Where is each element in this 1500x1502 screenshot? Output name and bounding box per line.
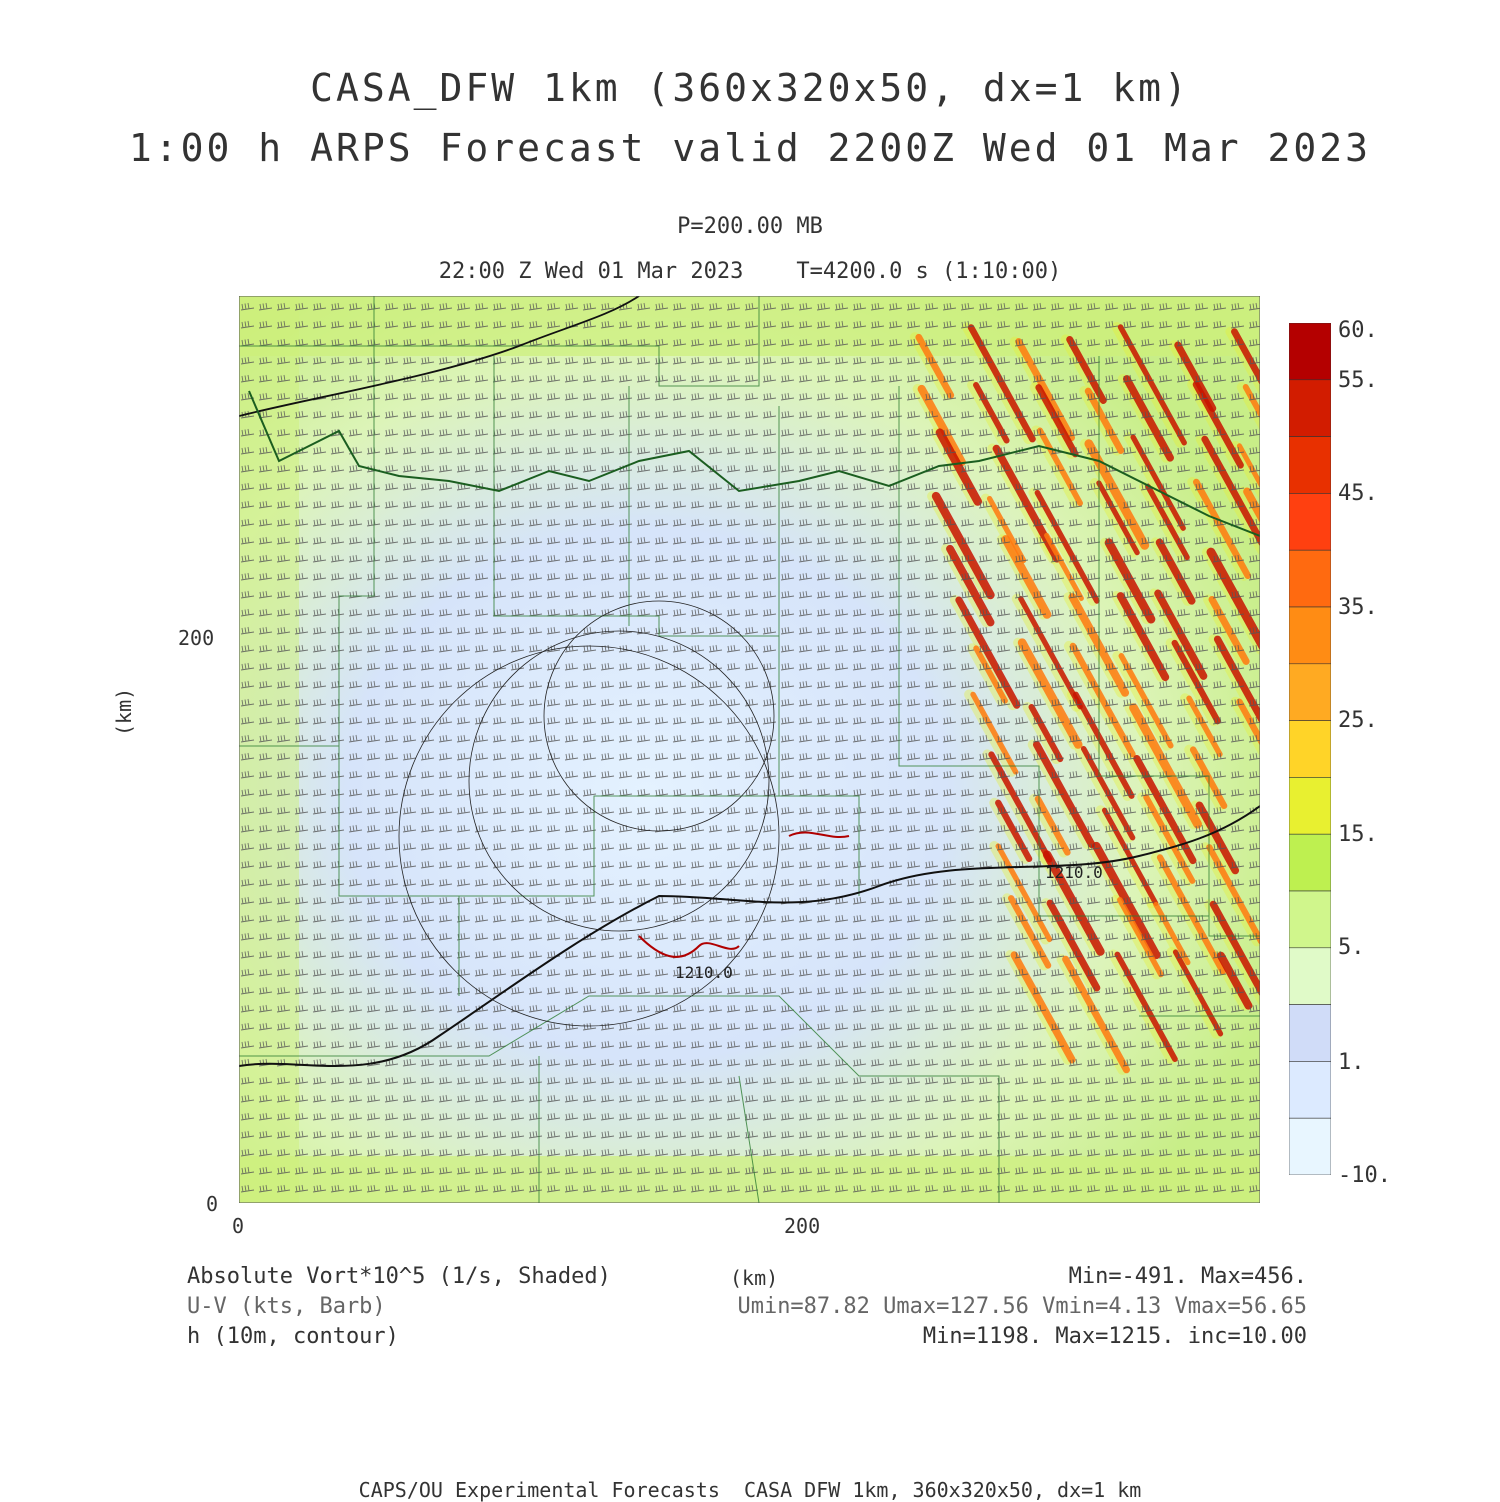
colorbar-swatch	[1289, 607, 1331, 664]
colorbar-swatch	[1289, 380, 1331, 437]
colorbar-swatch	[1289, 493, 1331, 550]
colorbar-label-60: 60.	[1338, 318, 1378, 343]
colorbar-swatch	[1289, 1061, 1331, 1118]
legend-barb-field: U-V (kts, Barb)	[187, 1294, 386, 1319]
x-axis-label: (km)	[730, 1266, 779, 1290]
colorbar-swatch	[1289, 323, 1331, 380]
contour-label-east: 1210.0	[1045, 863, 1103, 882]
colorbar-label-45: 45.	[1338, 481, 1378, 506]
pressure-level: P=200.00 MB	[677, 214, 823, 239]
colorbar-label-35: 35.	[1338, 595, 1378, 620]
legend-shaded-field: Absolute Vort*10^5 (1/s, Shaded)	[187, 1264, 611, 1289]
y-tick-200: 200	[178, 626, 215, 650]
colorbar-swatch	[1289, 1118, 1331, 1175]
y-tick-0: 0	[206, 1192, 219, 1216]
colorbar-swatch	[1289, 777, 1331, 834]
colorbar-swatch	[1289, 721, 1331, 778]
colorbar-swatch	[1289, 550, 1331, 607]
plot-title-line2: 1:00 h ARPS Forecast valid 2200Z Wed 01 Mar 2023	[128, 126, 1372, 170]
plot-title-line1: CASA_DFW 1km (360x320x50, dx=1 km)	[310, 66, 1190, 110]
stats-shaded: Min=-491. Max=456.	[1068, 1264, 1307, 1289]
vorticity-map	[239, 296, 1260, 1203]
wind-barbs	[239, 296, 1260, 1203]
colorbar-label-15: 15.	[1338, 822, 1378, 847]
stats-contour: Min=1198. Max=1215. inc=10.00	[922, 1324, 1307, 1349]
valid-time: 22:00 Z Wed 01 Mar 2023 T=4200.0 s (1:10:00)	[438, 259, 1062, 284]
x-tick-200: 200	[784, 1214, 821, 1238]
colorbar-swatch	[1289, 834, 1331, 891]
footer-credit: CAPS/OU Experimental Forecasts CASA DFW 1km, 360x320x50, dx=1 km	[358, 1478, 1142, 1502]
y-axis-label: (km)	[112, 687, 136, 736]
colorbar-label-1: 1.	[1338, 1050, 1365, 1075]
colorbar	[1289, 323, 1331, 1175]
colorbar-swatch	[1289, 437, 1331, 494]
colorbar-swatch	[1289, 1005, 1331, 1062]
stats-barb: Umin=87.82 Umax=127.56 Vmin=4.13 Vmax=56.65	[737, 1294, 1307, 1319]
x-tick-0: 0	[232, 1214, 245, 1238]
colorbar-swatch	[1289, 664, 1331, 721]
colorbar-label-25: 25.	[1338, 708, 1378, 733]
colorbar-swatch	[1289, 891, 1331, 948]
colorbar-label-55: 55.	[1338, 368, 1378, 393]
contour-label-center: 1210.0	[675, 963, 733, 982]
legend-contour-field: h (10m, contour)	[187, 1324, 399, 1349]
colorbar-swatch	[1289, 948, 1331, 1005]
colorbar-label-5: 5.	[1338, 935, 1365, 960]
colorbar-label-minus10: -10.	[1338, 1163, 1391, 1188]
